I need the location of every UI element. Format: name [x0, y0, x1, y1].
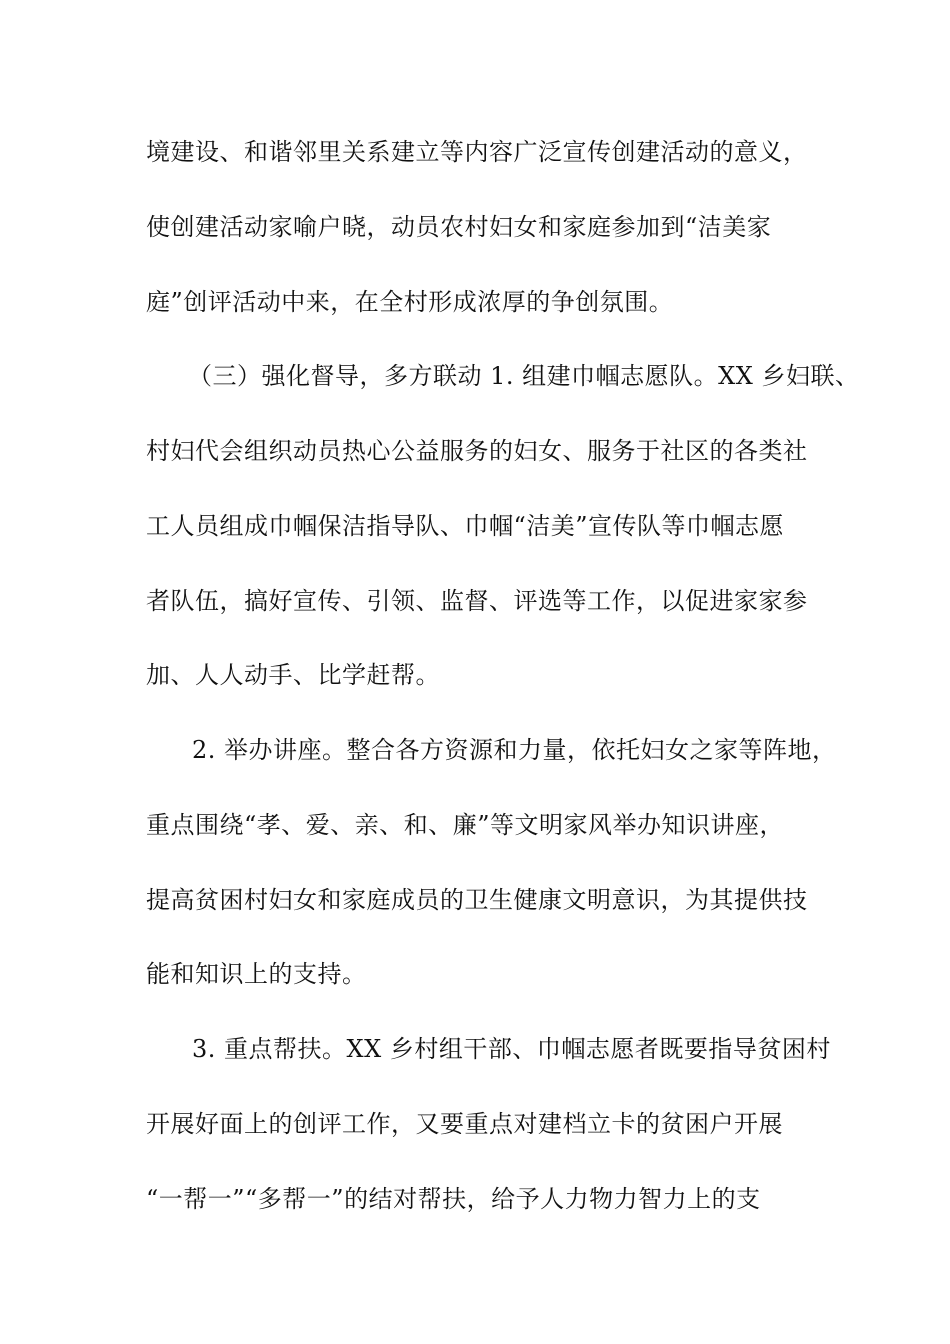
text-line: “一帮一”“多帮一”的结对帮扶，给予人力物力智力上的支 — [146, 1185, 761, 1213]
text-line: 工人员组成巾帼保洁指导队、巾帼“洁美”宣传队等巾帼志愿 — [146, 512, 785, 540]
text-line: 境建设、和谐邻里关系建立等内容广泛宣传创建活动的意义， — [146, 138, 808, 166]
text-line: 2. 举办讲座。整合各方资源和力量，依托妇女之家等阵地， — [192, 736, 837, 764]
text-line: 提高贫困村妇女和家庭成员的卫生健康文明意识，为其提供技 — [146, 886, 808, 914]
text-line: 3. 重点帮扶。XX 乡村组干部、巾帼志愿者既要指导贫困村 — [192, 1035, 831, 1063]
text-line: 开展好面上的创评工作，又要重点对建档立卡的贫困户开展 — [146, 1110, 783, 1138]
text-line: （三）强化督导，多方联动 1. 组建巾帼志愿队。XX 乡妇联、 — [188, 362, 860, 390]
text-line: 加、人人动手、比学赶帮。 — [146, 661, 440, 689]
text-line: 村妇代会组织动员热心公益服务的妇女、服务于社区的各类社 — [146, 437, 808, 465]
text-line: 庭”创评活动中来，在全村形成浓厚的争创氛围。 — [146, 288, 674, 316]
text-line: 使创建活动家喻户晓，动员农村妇女和家庭参加到“洁美家 — [146, 213, 772, 241]
text-line: 者队伍，搞好宣传、引领、监督、评选等工作，以促进家家参 — [146, 587, 808, 615]
text-line: 重点围绕“孝、爱、亲、和、廉”等文明家风举办知识讲座， — [146, 811, 785, 839]
text-line: 能和知识上的支持。 — [146, 960, 367, 988]
